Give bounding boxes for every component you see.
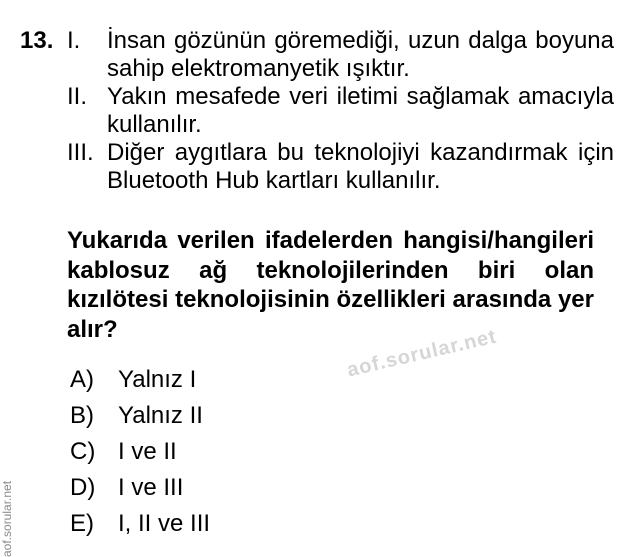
option-letter: B) bbox=[70, 402, 94, 429]
option-letter: A) bbox=[70, 366, 94, 393]
option-letter: D) bbox=[70, 474, 96, 501]
watermark-center: aof.sorular.net bbox=[345, 325, 499, 382]
statement-text: Yakın mesafede veri iletimi sağlamak amacıyla kullanılır. bbox=[107, 83, 614, 138]
watermark-side: aof.sorular.net bbox=[0, 480, 14, 557]
option-text: I ve II bbox=[118, 438, 177, 465]
statement-3 bbox=[67, 139, 614, 195]
option-text: I ve III bbox=[118, 474, 184, 501]
question-prompt: Yukarıda verilen ifadelerden hangisi/hangileri kablosuz ağ teknolojilerinden biri olan kızılötesi teknolojisinin özellikleri arasında yer alır? bbox=[67, 227, 594, 343]
statement-numeral: II. bbox=[67, 83, 88, 110]
option-e[interactable] bbox=[70, 510, 210, 538]
option-text: I, II ve III bbox=[118, 510, 211, 537]
statement-1 bbox=[67, 27, 614, 83]
statement-numeral: I. bbox=[67, 27, 81, 54]
option-b[interactable] bbox=[70, 402, 203, 430]
question-number: 13. bbox=[20, 27, 54, 54]
option-a[interactable] bbox=[70, 366, 196, 394]
option-d[interactable] bbox=[70, 474, 183, 502]
option-text: Yalnız I bbox=[118, 366, 197, 393]
option-text: Yalnız II bbox=[118, 402, 203, 429]
option-letter: E) bbox=[70, 510, 94, 537]
option-letter: C) bbox=[70, 438, 96, 465]
statement-text: Diğer aygıtlara bu teknolojiyi kazandırmak için Bluetooth Hub kartları kullanılır. bbox=[107, 139, 614, 194]
statement-numeral: III. bbox=[67, 139, 94, 166]
statement-2 bbox=[67, 83, 614, 139]
option-c[interactable] bbox=[70, 438, 177, 466]
statement-text: İnsan gözünün göremediği, uzun dalga boyuna sahip elektromanyetik ışıktır. bbox=[107, 27, 614, 82]
